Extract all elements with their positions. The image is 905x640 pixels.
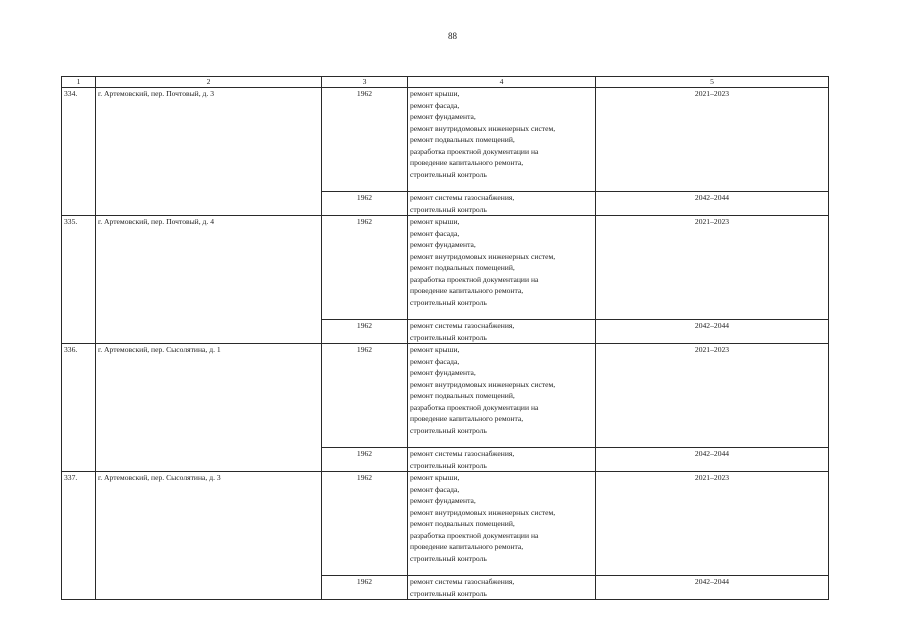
- repair-work-item: ремонт крыши,: [410, 217, 460, 226]
- repair-work-item: ремонт крыши,: [410, 89, 460, 98]
- repair-work-item: ремонт подвальных помещений,: [410, 519, 515, 528]
- table-row: [62, 472, 829, 576]
- repair-work-item: строительный контроль: [410, 553, 487, 563]
- repair-work-item: строительный контроль: [410, 169, 487, 179]
- building-address: г. Артемовский, пер. Почтовый, д. 3: [96, 88, 322, 216]
- repair-work-item: строительный контроль: [410, 297, 487, 307]
- repair-work-item: ремонт системы газоснабжения,: [410, 193, 515, 202]
- repair-work-item: строительный контроль: [410, 588, 487, 598]
- building-address: г. Артемовский, пер. Сысолятина, д. 3: [96, 472, 322, 600]
- repair-work-item: ремонт фундамента,: [410, 368, 476, 377]
- table-row: [62, 88, 829, 192]
- repair-works-list: [408, 192, 596, 216]
- repair-work-item: ремонт внутридомовых инженерных систем,: [410, 251, 556, 261]
- repair-period: 2042–2044: [596, 192, 829, 216]
- repair-work-item: разработка проектной документации на: [410, 530, 539, 540]
- commissioning-year: 1962: [322, 216, 408, 320]
- column-header-4: 4: [408, 77, 596, 88]
- commissioning-year: 1962: [322, 576, 408, 600]
- repair-work-item: ремонт фундамента,: [410, 496, 476, 505]
- entry-number: 336.: [62, 344, 96, 472]
- page-number: 88: [448, 31, 457, 41]
- repair-work-item: ремонт фасада,: [410, 100, 460, 110]
- entry-number: 335.: [62, 216, 96, 344]
- repair-work-item: ремонт фундамента,: [410, 112, 476, 121]
- repair-work-item: ремонт подвальных помещений,: [410, 391, 515, 400]
- repair-work-item: ремонт фасада,: [410, 228, 460, 238]
- repair-work-item: разработка проектной документации на: [410, 146, 539, 156]
- repair-work-item: проведение капитального ремонта,: [410, 158, 524, 167]
- repair-work-item: строительный контроль: [410, 425, 487, 435]
- repair-works-list: [408, 448, 596, 472]
- repair-works-list: [408, 344, 596, 448]
- repair-work-item: ремонт системы газоснабжения,: [410, 321, 515, 330]
- repair-work-item: разработка проектной документации на: [410, 402, 539, 412]
- repair-period: 2021–2023: [596, 216, 829, 320]
- repair-period: 2021–2023: [596, 88, 829, 192]
- entry-number: 337.: [62, 472, 96, 600]
- column-header-2: 2: [96, 77, 322, 88]
- repair-period: 2042–2044: [596, 448, 829, 472]
- repair-work-item: ремонт фасада,: [410, 484, 460, 494]
- capital-repair-table: [61, 76, 829, 600]
- table-body: [62, 88, 829, 600]
- commissioning-year: 1962: [322, 88, 408, 192]
- building-address: г. Артемовский, пер. Почтовый, д. 4: [96, 216, 322, 344]
- repair-work-item: ремонт подвальных помещений,: [410, 263, 515, 272]
- repair-works-list: [408, 472, 596, 576]
- repair-work-item: ремонт системы газоснабжения,: [410, 577, 515, 586]
- entry-number: 334.: [62, 88, 96, 216]
- repair-period: 2021–2023: [596, 344, 829, 448]
- repair-work-item: проведение капитального ремонта,: [410, 286, 524, 295]
- repair-period: 2042–2044: [596, 576, 829, 600]
- repair-works-list: [408, 88, 596, 192]
- repair-works-list: [408, 320, 596, 344]
- repair-work-item: ремонт внутридомовых инженерных систем,: [410, 379, 556, 389]
- column-header-5: 5: [596, 77, 829, 88]
- repair-work-item: строительный контроль: [410, 460, 487, 470]
- repair-works-list: [408, 576, 596, 600]
- repair-work-item: ремонт системы газоснабжения,: [410, 449, 515, 458]
- repair-work-item: проведение капитального ремонта,: [410, 414, 524, 423]
- column-header-1: 1: [62, 77, 96, 88]
- table-row: [62, 216, 829, 320]
- repair-works-list: [408, 216, 596, 320]
- repair-work-item: строительный контроль: [410, 332, 487, 342]
- repair-work-item: ремонт внутридомовых инженерных систем,: [410, 507, 556, 517]
- repair-work-item: ремонт крыши,: [410, 473, 460, 482]
- building-address: г. Артемовский, пер. Сысолятина, д. 1: [96, 344, 322, 472]
- repair-work-item: разработка проектной документации на: [410, 274, 539, 284]
- repair-work-item: ремонт внутридомовых инженерных систем,: [410, 123, 556, 133]
- commissioning-year: 1962: [322, 320, 408, 344]
- column-header-3: 3: [322, 77, 408, 88]
- repair-work-item: ремонт подвальных помещений,: [410, 135, 515, 144]
- repair-work-item: ремонт фундамента,: [410, 240, 476, 249]
- repair-work-item: ремонт фасада,: [410, 356, 460, 366]
- repair-period: 2042–2044: [596, 320, 829, 344]
- repair-work-item: проведение капитального ремонта,: [410, 542, 524, 551]
- repair-work-item: ремонт крыши,: [410, 345, 460, 354]
- header-row: [62, 77, 829, 88]
- commissioning-year: 1962: [322, 448, 408, 472]
- commissioning-year: 1962: [322, 472, 408, 576]
- repair-work-item: строительный контроль: [410, 204, 487, 214]
- table-row: [62, 344, 829, 448]
- commissioning-year: 1962: [322, 192, 408, 216]
- repair-period: 2021–2023: [596, 472, 829, 576]
- commissioning-year: 1962: [322, 344, 408, 448]
